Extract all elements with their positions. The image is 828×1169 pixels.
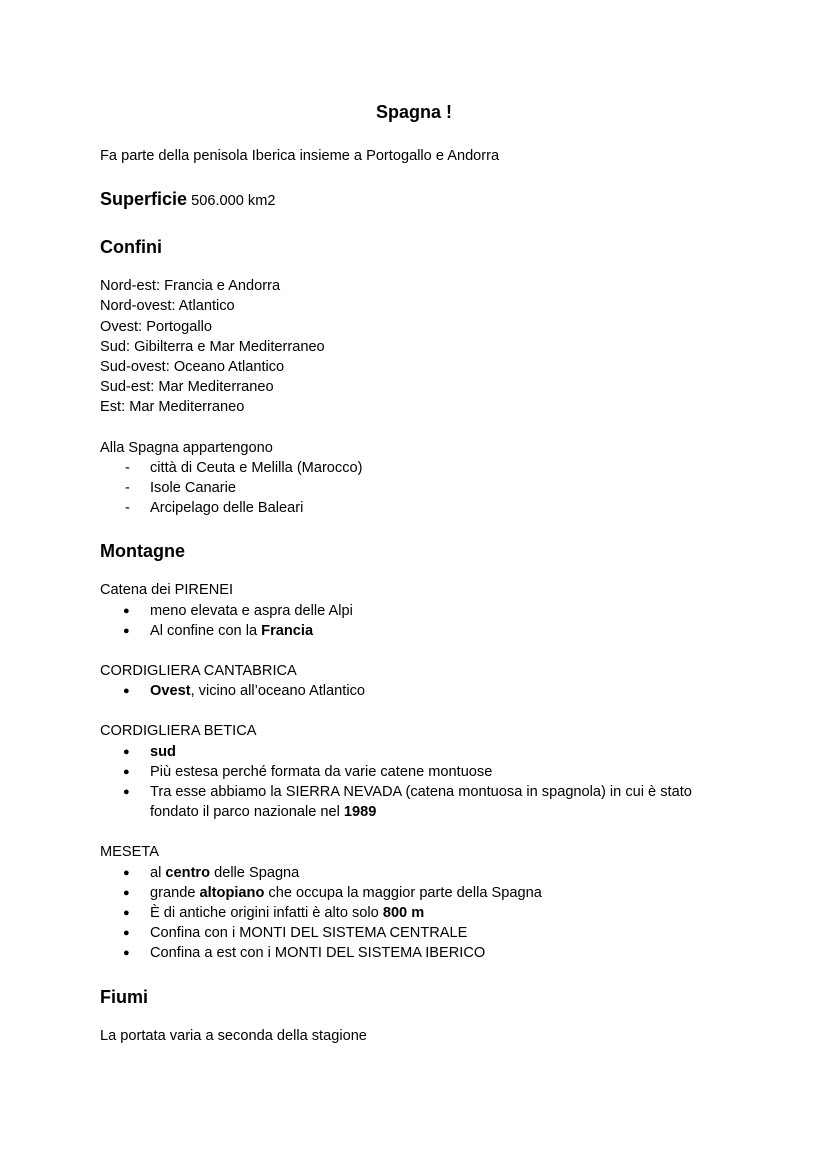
meseta-list (100, 863, 740, 964)
pirenei-list (100, 601, 740, 641)
section-heading-fiumi: Fiumi (100, 986, 148, 1007)
list-item (100, 681, 740, 701)
bold-text: 800 m (382, 905, 425, 922)
confine-line: Est: Mar Mediterraneo (100, 399, 245, 416)
list-item (100, 458, 740, 478)
subsection-title-meseta: MESETA (100, 844, 159, 861)
spacer (100, 418, 740, 438)
list-item (100, 903, 740, 923)
list-item (100, 478, 740, 498)
dash-marker: - (125, 459, 130, 476)
appartengono-intro: Alla Spagna appartengono (100, 439, 273, 456)
confine-line: Sud-est: Mar Mediterraneo (100, 379, 274, 396)
list-item (100, 883, 740, 903)
superficie-line (100, 186, 740, 214)
list-item-text: Confina a est con i MONTI DEL SISTEMA IBERICO (150, 945, 486, 962)
bullet-marker: ● (123, 786, 130, 799)
bold-text: Ovest (150, 683, 191, 700)
list-item-text: che occupa la maggior parte della Spagna (264, 884, 542, 901)
list-item-text: Tra esse abbiamo la SIERRA NEVADA (catena montuosa in spagnola) in cui è stato fondato il parco nazionale nel (150, 784, 692, 821)
list-item-text: Al confine con la (150, 622, 262, 639)
spacer (100, 822, 740, 842)
bold-text: sud (150, 743, 176, 760)
bullet-marker: ● (123, 927, 130, 940)
dash-marker: - (125, 480, 130, 497)
section-heading-confini: Confini (100, 237, 162, 258)
bullet-marker: ● (123, 947, 130, 960)
subsection-title-pirenei: Catena dei PIRENEI (100, 582, 234, 599)
list-item-text: al (150, 864, 166, 881)
section-heading-montagne: Montagne (100, 541, 185, 562)
list-item (100, 621, 740, 641)
list-item (100, 742, 740, 762)
list-item-text: meno elevata e aspra delle Alpi (150, 602, 353, 619)
list-item-text: È di antiche origini infatti è alto solo (150, 905, 383, 922)
subsection-title-cantabrica: CORDIGLIERA CANTABRICA (100, 663, 297, 680)
bullet-marker: ● (123, 765, 130, 778)
bold-text: altopiano (199, 884, 265, 901)
subsection-title-betica: CORDIGLIERA BETICA (100, 723, 257, 740)
confini-list (100, 276, 740, 417)
list-item (100, 762, 740, 782)
spacer (100, 641, 740, 661)
intro-text: Fa parte della penisola Iberica insieme a Portogallo e Andorra (100, 148, 500, 164)
superficie-value: 506.000 km2 (191, 193, 276, 210)
bullet-marker: ● (123, 685, 130, 698)
list-item-text: città di Ceuta e Melilla (Marocco) (150, 459, 363, 476)
list-item-text: , vicino all’oceano Atlantico (190, 683, 365, 700)
document-body (100, 146, 740, 1046)
list-item-text: Arcipelago delle Baleari (150, 500, 304, 517)
list-item-text: Isole Canarie (150, 480, 236, 497)
fiumi-text: La portata varia a seconda della stagione (100, 1027, 367, 1044)
confine-line: Nord-ovest: Atlantico (100, 298, 235, 315)
bold-text: Francia (261, 622, 314, 639)
confine-line: Sud: Gibilterra e Mar Mediterraneo (100, 338, 325, 355)
list-item-text: grande (150, 884, 200, 901)
list-item-text: Più estesa perché formata da varie catene montuose (150, 763, 493, 780)
confine-line: Sud-ovest: Oceano Atlantico (100, 359, 285, 376)
dash-marker: - (125, 500, 130, 517)
bullet-marker: ● (123, 866, 130, 879)
confine-line: Nord-est: Francia e Andorra (100, 278, 281, 295)
list-item (100, 863, 740, 883)
superficie-label: Superficie (100, 189, 188, 210)
list-item (100, 923, 740, 943)
betica-list (100, 742, 740, 823)
list-item (100, 782, 740, 822)
bold-text: 1989 (343, 804, 377, 821)
list-item (100, 601, 740, 621)
confine-line: Ovest: Portogallo (100, 318, 212, 335)
list-item (100, 498, 740, 518)
list-item-text: delle Spagna (210, 864, 300, 881)
page-title: Spagna ! (375, 102, 452, 122)
bullet-marker: ● (123, 907, 130, 920)
spacer (100, 701, 740, 721)
cantabrica-list (100, 681, 740, 701)
list-item-text: Confina con i MONTI DEL SISTEMA CENTRALE (150, 925, 468, 942)
bullet-marker: ● (123, 604, 130, 617)
bold-text: centro (165, 864, 211, 881)
list-item (100, 943, 740, 963)
bullet-marker: ● (123, 624, 130, 637)
appartengono-list (100, 458, 740, 519)
bullet-marker: ● (123, 745, 130, 758)
bullet-marker: ● (123, 886, 130, 899)
